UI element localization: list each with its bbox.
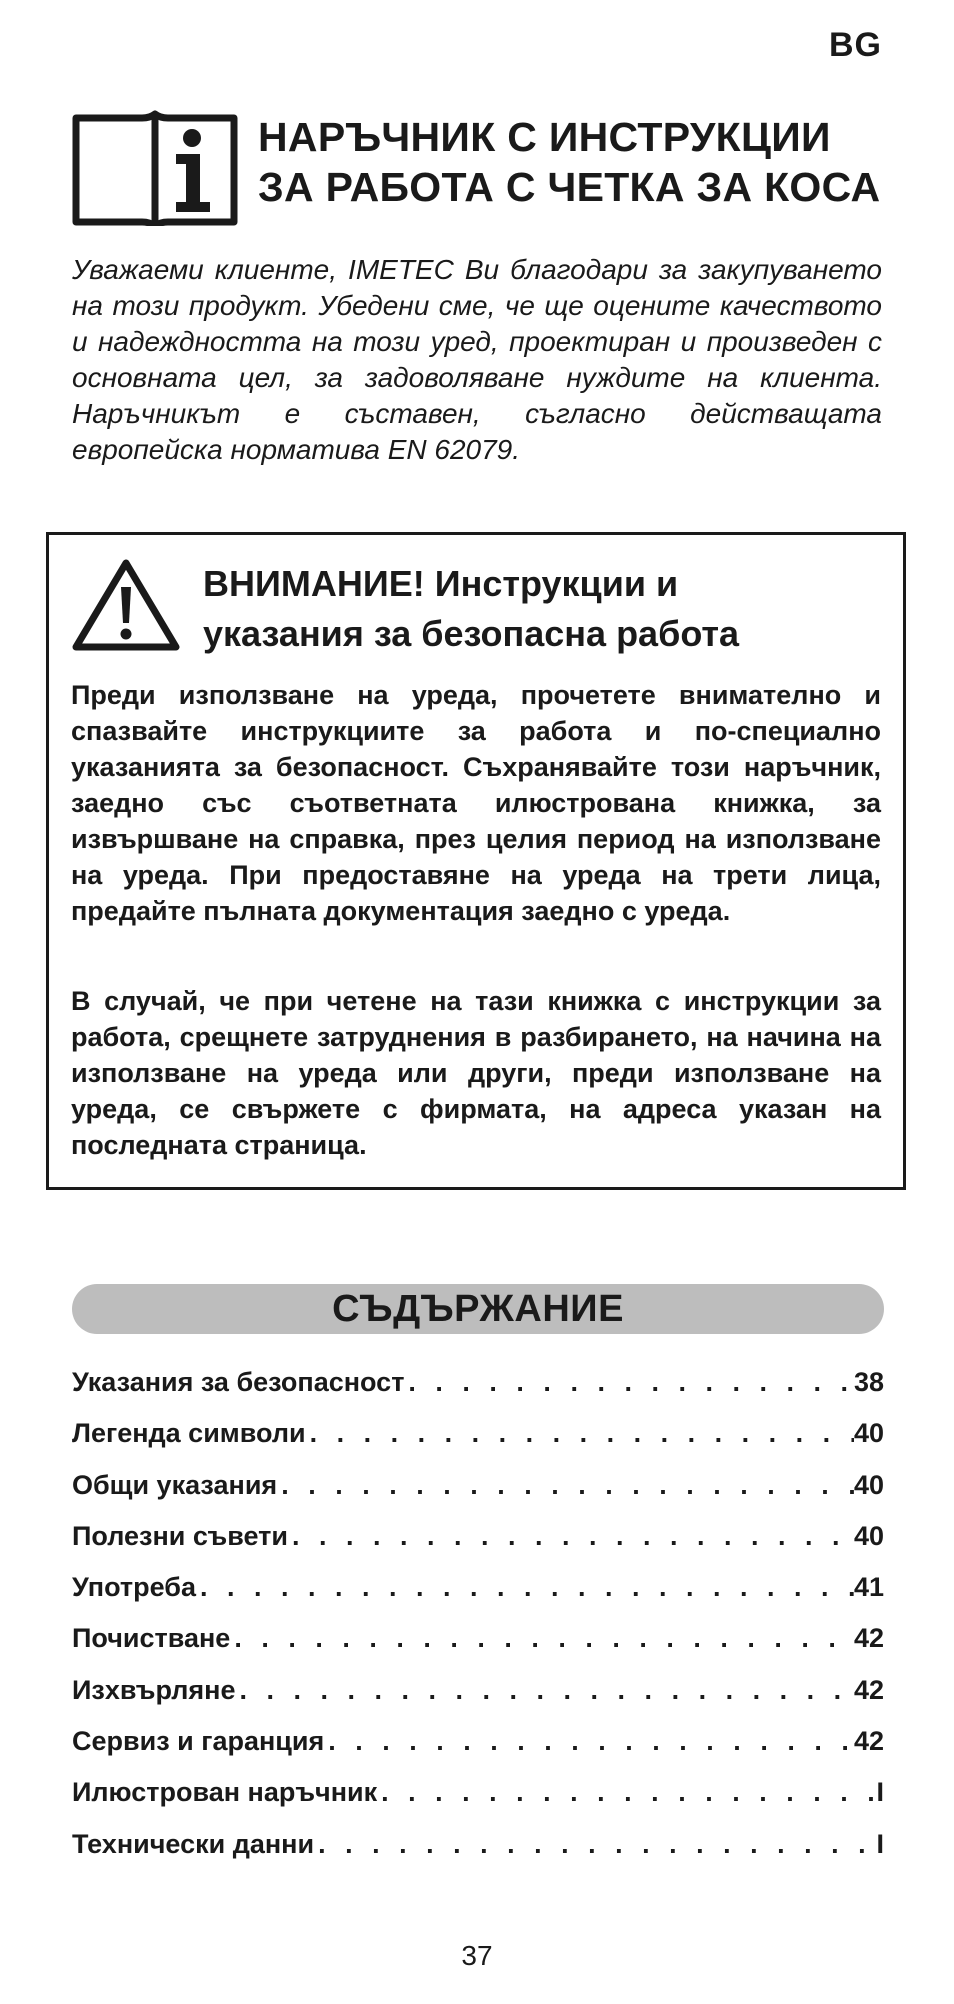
toc-item-label: Изхвърляне (72, 1674, 236, 1705)
warning-triangle-icon (71, 557, 181, 653)
toc-item-label: Технически данни (72, 1828, 315, 1859)
info-manual-icon (72, 110, 238, 226)
toc-leader-dots (404, 1367, 854, 1398)
language-code: BG (829, 26, 882, 64)
toc-item[interactable] (72, 1623, 884, 1674)
toc-item[interactable] (72, 1470, 884, 1521)
toc-leader-dots (196, 1572, 854, 1603)
toc-item-label: Полезни съвети (72, 1520, 288, 1551)
toc-leader-dots (324, 1726, 854, 1757)
toc-item-page: 42 (853, 1674, 884, 1705)
toc-item-page: I (876, 1828, 884, 1859)
title-line-1: НАРЪЧНИК С ИНСТРУКЦИИ (258, 114, 831, 160)
toc-leader-dots (230, 1623, 854, 1654)
manual-title (258, 112, 880, 212)
warning-title-line-2: указания за безопасна работа (203, 613, 740, 654)
safety-warning-box (46, 532, 906, 1190)
toc-heading: СЪДЪРЖАНИЕ (72, 1284, 884, 1334)
toc-item-page: 41 (853, 1572, 884, 1603)
toc-item-label: Илюстрован наръчник (72, 1777, 378, 1808)
toc-item[interactable] (72, 1572, 884, 1623)
warning-title (203, 559, 739, 659)
toc-leader-dots (377, 1777, 876, 1808)
toc-leader-dots (236, 1675, 854, 1706)
warning-paragraph-1: Преди използване на уреда, прочетете внимателно и спазвайте инструкциите за работа и по-специално указанията за безопасност. Съхранявайте този наръчник, заедно със съответната илюстрована книжка, за извършване на справка, през целия период на използване на уреда. При предоставяне на уреда на трети лица, предайте пълната документация заедно с уреда. (71, 680, 881, 926)
toc-item-label: Легенда символи (72, 1418, 306, 1449)
title-line-2: ЗА РАБОТА С ЧЕТКА ЗА КОСА (258, 164, 881, 210)
toc-item-label: Почистване (72, 1623, 231, 1654)
toc-leader-dots (306, 1418, 854, 1449)
manual-header (72, 108, 882, 228)
toc-item-label: Сервиз и гаранция (72, 1726, 325, 1757)
toc-item-label: Указания за безопасност (72, 1367, 405, 1397)
toc-item[interactable] (72, 1829, 884, 1880)
toc-item[interactable] (72, 1777, 884, 1828)
page-number: 37 (461, 1940, 493, 1971)
toc-item-page: 42 (853, 1726, 884, 1757)
toc-leader-dots (314, 1829, 876, 1860)
toc-item-label: Общи указания (72, 1469, 278, 1500)
toc-item-label: Употреба (72, 1572, 196, 1603)
toc-item-page: 38 (853, 1367, 884, 1397)
toc-item-page: I (876, 1777, 884, 1808)
warning-paragraph-2: В случай, че при четене на тази книжка с инструкции за работа, срещнете затруднения в разбирането, на начина на използване на уреда или други, преди използване на уреда, се свържете с фирмата, на адреса указан на последната страница. (71, 986, 881, 1160)
warning-title-line-1: ВНИМАНИЕ! Инструкции и (203, 563, 679, 604)
toc-item[interactable] (72, 1418, 884, 1469)
toc-leader-dots (277, 1470, 854, 1501)
toc-item[interactable] (72, 1521, 884, 1572)
toc-item[interactable] (72, 1726, 884, 1777)
intro-paragraph: Уважаеми клиенте, IMETEC Ви благодари за закупуването на този продукт. Убедени сме, че ще оцените качеството и надеждността на този уред, проектиран и произведен с основната цел, за задоволяване нуждите на клиента. Наръчникът е съставен, съгласно действащата европейска норматива EN 62079. (72, 254, 882, 465)
toc-item-page: 40 (853, 1469, 884, 1500)
toc-item-page: 42 (853, 1623, 884, 1654)
toc-item[interactable] (72, 1367, 884, 1418)
table-of-contents (72, 1367, 884, 1880)
toc-item-page: 40 (853, 1418, 884, 1449)
toc-item[interactable] (72, 1675, 884, 1726)
toc-item-page: 40 (853, 1520, 884, 1551)
toc-leader-dots (288, 1521, 854, 1552)
